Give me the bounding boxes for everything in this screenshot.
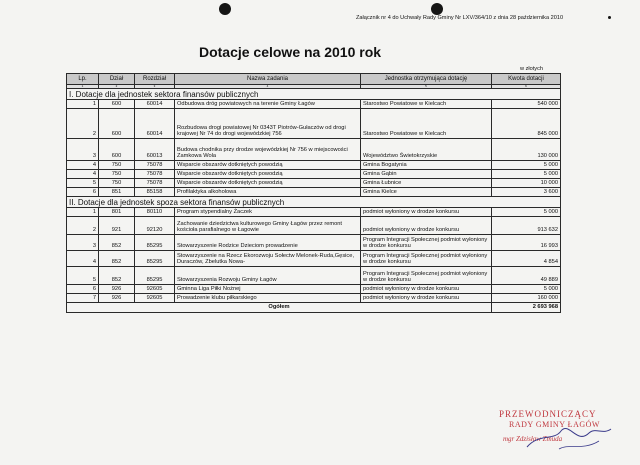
annex-header: Załącznik nr 4 do Uchwały Rady Gminy Nr LXV/364/10 z dnia 28 października 2010 (356, 15, 564, 21)
table-row (67, 267, 561, 285)
recipient-cell: Program Integracji Społecznej podmiot wyłoniony w drodze konkursu (361, 267, 492, 285)
unit-note: w złotych (520, 66, 544, 72)
column-header: Lp. (67, 74, 99, 85)
amount-cell: 845 000 (492, 109, 561, 139)
stamp-line-1: PRZEWODNICZĄCY (499, 409, 597, 419)
table-row (67, 285, 561, 294)
column-number: 3 (135, 85, 175, 89)
section-code-cell: 852 (99, 235, 135, 251)
column-header: Jednostka otrzymująca dotację (361, 74, 492, 85)
recipient-cell: Starostwo Powiatowe w Kielcach (361, 109, 492, 139)
row-number-cell: 1 (67, 100, 99, 109)
amount-cell: 913 632 (492, 217, 561, 235)
amount-cell: 5 000 (492, 285, 561, 294)
table-row (67, 161, 561, 170)
column-header: Rozdział (135, 74, 175, 85)
column-number: 4 (175, 85, 361, 89)
amount-cell: 5 000 (492, 170, 561, 179)
recipient-cell: Program Integracji Społecznej podmiot wyłoniony w drodze konkursu (361, 251, 492, 267)
amount-cell: 160 000 (492, 294, 561, 303)
task-name-cell: Program stypendialny Żaczek (175, 208, 361, 217)
section-code-cell: 926 (99, 285, 135, 294)
section-code-cell: 852 (99, 251, 135, 267)
row-number-cell: 5 (67, 179, 99, 188)
chapter-code-cell: 60014 (135, 100, 175, 109)
row-number-cell: 6 (67, 285, 99, 294)
task-name-cell: Rozbudowa drogi powiatowej Nr 0343T Piotrów-Gułaczów od drogi krajowej Nr 74 do drogi wojewódzkiej 756 (175, 109, 361, 139)
chapter-code-cell: 60013 (135, 139, 175, 161)
recipient-cell: Gmina Gąbin (361, 170, 492, 179)
amount-cell: 3 600 (492, 188, 561, 197)
chapter-code-cell: 60014 (135, 109, 175, 139)
task-name-cell: Gminna Liga Piłki Nożnej (175, 285, 361, 294)
section-code-cell: 851 (99, 188, 135, 197)
handwritten-signature (499, 411, 615, 455)
table-row (67, 179, 561, 188)
section-heading-row (67, 89, 561, 100)
table-row (67, 139, 561, 161)
recipient-cell: podmiot wyłoniony w drodze konkursu (361, 208, 492, 217)
task-name-cell: Budowa chodnika przy drodze wojewódzkiej Nr 756 w miejscowości Zamkowa Wola (175, 139, 361, 161)
task-name-cell: Wsparcie obszarów dotkniętych powodzią (175, 170, 361, 179)
table-row (67, 100, 561, 109)
row-number-cell: 7 (67, 294, 99, 303)
amount-cell: 540 000 (492, 100, 561, 109)
section-code-cell: 600 (99, 100, 135, 109)
section-code-cell: 600 (99, 109, 135, 139)
recipient-cell: Gmina Kielce (361, 188, 492, 197)
amount-cell: 5 000 (492, 161, 561, 170)
column-header: Nazwa zadania (175, 74, 361, 85)
amount-cell: 5 000 (492, 208, 561, 217)
recipient-cell: Program Integracji Społecznej podmiot wyłoniony w drodze konkursu (361, 235, 492, 251)
row-number-cell: 3 (67, 139, 99, 161)
total-label: Ogółem (67, 303, 492, 313)
task-name-cell: Profilaktyka alkoholowa (175, 188, 361, 197)
punch-hole (608, 16, 611, 19)
punch-hole (431, 3, 443, 15)
chapter-code-cell: 75078 (135, 179, 175, 188)
recipient-cell: Województwo Świetokrzyskie (361, 139, 492, 161)
chapter-code-cell: 80110 (135, 208, 175, 217)
table-row (67, 235, 561, 251)
punch-hole (219, 3, 231, 15)
section-heading-row (67, 197, 561, 208)
row-number-cell: 1 (67, 208, 99, 217)
total-amount: 2 693 968 (492, 303, 561, 313)
task-name-cell: Stowarzyszenia Rozwoju Gminy Łagów (175, 267, 361, 285)
task-name-cell: Prowadzenie klubu piłkarskiego (175, 294, 361, 303)
row-number-cell: 4 (67, 161, 99, 170)
task-name-cell: Stowarzyszenie na Rzecz Ekorozwoju Sołectw Melonek-Ruda,Gęsice, Duraczów, Zbelutka Nowa- (175, 251, 361, 267)
chapter-code-cell: 75078 (135, 161, 175, 170)
section-title: II. Dotacje dla jednostek spoza sektora finansów publicznych (67, 197, 561, 208)
total-row (67, 303, 561, 313)
table-row (67, 217, 561, 235)
recipient-cell: podmiot wyłoniony w drodze konkursu (361, 285, 492, 294)
section-code-cell: 926 (99, 294, 135, 303)
row-number-cell: 5 (67, 267, 99, 285)
chapter-code-cell: 85295 (135, 235, 175, 251)
section-code-cell: 852 (99, 267, 135, 285)
recipient-cell: podmiot wyłoniony w drodze konkursu (361, 294, 492, 303)
row-number-cell: 6 (67, 188, 99, 197)
column-number: 2 (99, 85, 135, 89)
column-header: Dział (99, 74, 135, 85)
row-number-cell: 4 (67, 251, 99, 267)
table-row (67, 251, 561, 267)
row-number-cell: 2 (67, 217, 99, 235)
section-code-cell: 750 (99, 161, 135, 170)
task-name-cell: Zachowanie dziedzictwa kulturowego Gminy Łagów przez remont kościoła parafialnego w Łagowie (175, 217, 361, 235)
row-number-cell: 4 (67, 170, 99, 179)
recipient-cell: Gmina Łubnice (361, 179, 492, 188)
approval-stamp (487, 405, 627, 460)
section-code-cell: 750 (99, 170, 135, 179)
table-row (67, 109, 561, 139)
chapter-code-cell: 92120 (135, 217, 175, 235)
chapter-code-cell: 85295 (135, 251, 175, 267)
amount-cell: 4 854 (492, 251, 561, 267)
column-number: 5 (361, 85, 492, 89)
section-code-cell: 921 (99, 217, 135, 235)
table-row (67, 170, 561, 179)
grants-table (66, 73, 561, 313)
table-row (67, 188, 561, 197)
table-row (67, 294, 561, 303)
row-number-cell: 2 (67, 109, 99, 139)
recipient-cell: Gmina Bogatynia (361, 161, 492, 170)
amount-cell: 10 000 (492, 179, 561, 188)
table-row (67, 208, 561, 217)
stamp-line-2: RADY GMINY ŁAGÓW (509, 420, 600, 429)
task-name-cell: Stowarzyszenie Rodzice Dzieciom prowadzenie (175, 235, 361, 251)
section-code-cell: 801 (99, 208, 135, 217)
chapter-code-cell: 85295 (135, 267, 175, 285)
section-title: I. Dotacje dla jednostek sektora finansów publicznych (67, 89, 561, 100)
row-number-cell: 3 (67, 235, 99, 251)
section-code-cell: 600 (99, 139, 135, 161)
column-number: 6 (492, 85, 561, 89)
amount-cell: 16 993 (492, 235, 561, 251)
task-name-cell: Odbudowa dróg powiatowych na terenie Gminy Łagów (175, 100, 361, 109)
amount-cell: 130 000 (492, 139, 561, 161)
section-code-cell: 750 (99, 179, 135, 188)
chapter-code-cell: 75078 (135, 170, 175, 179)
column-header: Kwota dotacji (492, 74, 561, 85)
column-number: 1 (67, 85, 99, 89)
recipient-cell: podmiot wyłoniony w drodze konkursu (361, 217, 492, 235)
recipient-cell: Starostwo Powiatowe w Kielcach (361, 100, 492, 109)
table-header-row (67, 74, 561, 85)
task-name-cell: Wsparcie obszarów dotkniętych powodzią (175, 161, 361, 170)
chapter-code-cell: 92605 (135, 294, 175, 303)
document-title: Dotacje celowe na 2010 rok (198, 44, 382, 60)
chapter-code-cell: 92605 (135, 285, 175, 294)
task-name-cell: Wsparcie obszarów dotkniętych powodzią (175, 179, 361, 188)
stamp-line-3: mgr Zdzisław Zmuda (503, 435, 563, 443)
amount-cell: 49 889 (492, 267, 561, 285)
chapter-code-cell: 85158 (135, 188, 175, 197)
